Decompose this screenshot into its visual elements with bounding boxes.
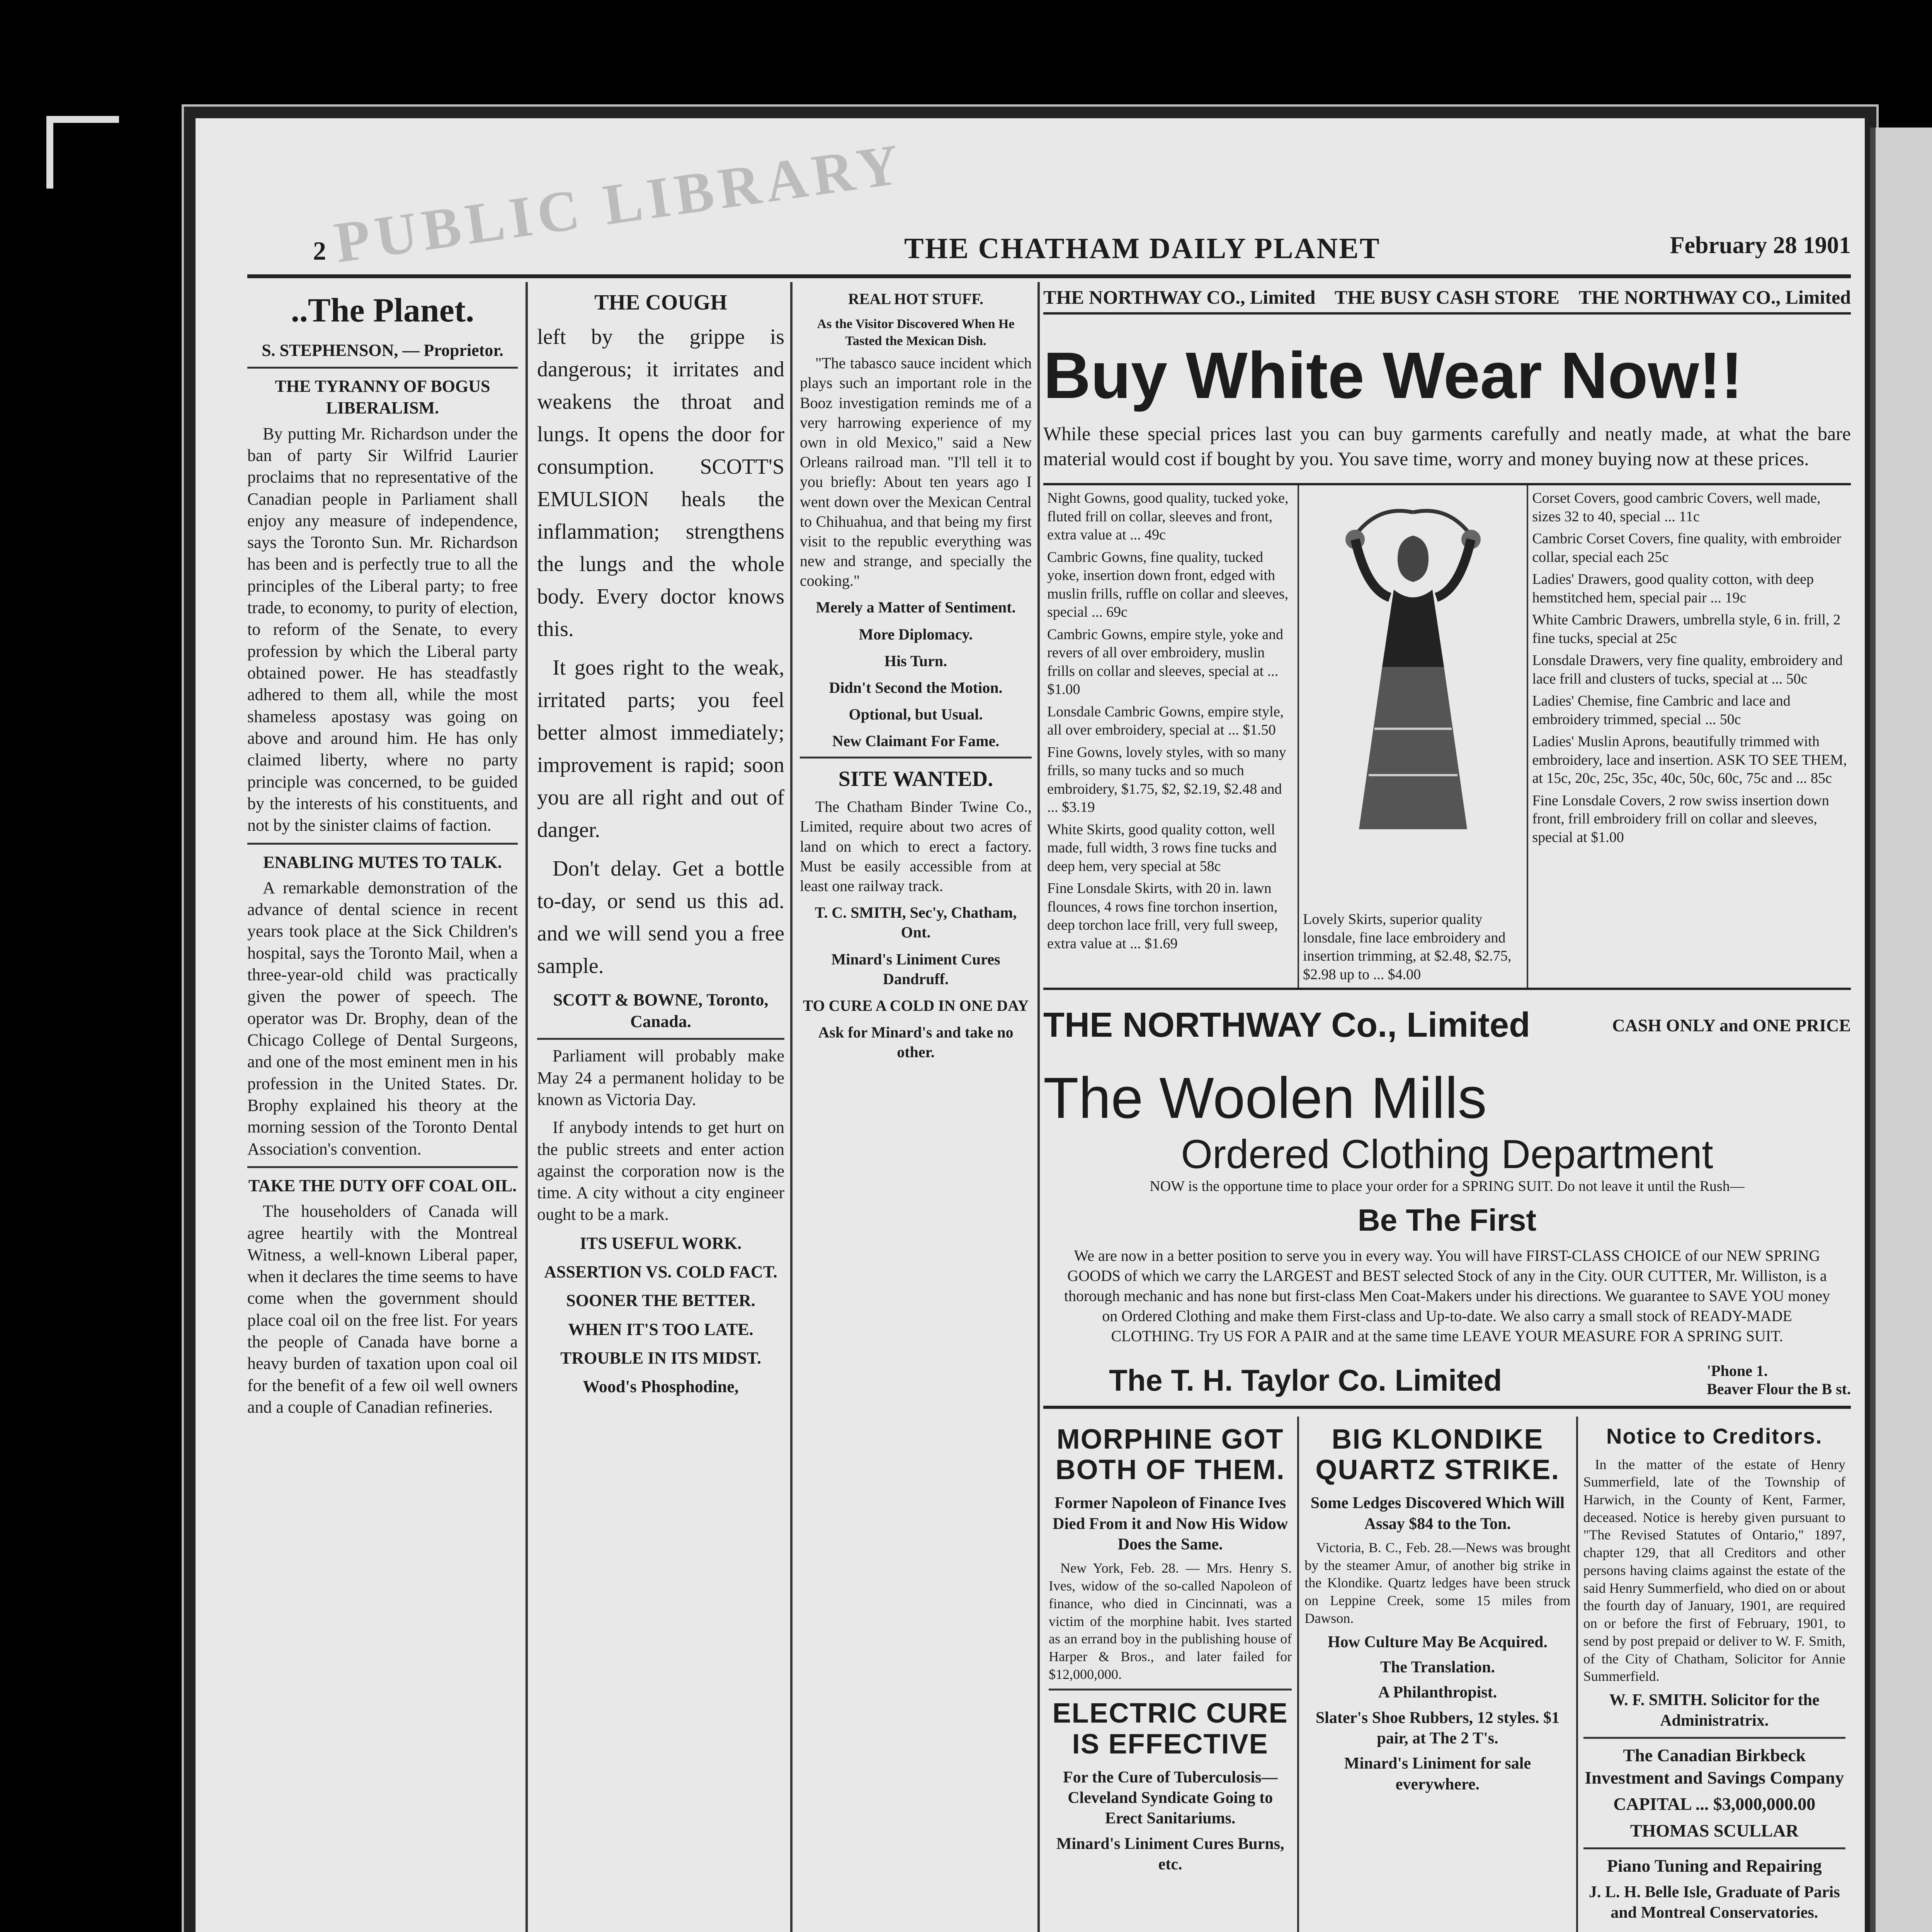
- lower-columns: [1043, 1417, 1851, 1932]
- ad-heading: THE COUGH: [594, 291, 727, 315]
- article-heading: Didn't Second the Motion.: [829, 679, 1003, 697]
- article-text: If anybody intends to get hurt on the public streets and enter action against the corporation now is the time. A city without a city engineer ought to be a mark.: [537, 1118, 784, 1224]
- article-heading: The Translation.: [1380, 1658, 1495, 1676]
- article-headline: MORPHINE GOT BOTH OF THEM.: [1055, 1424, 1285, 1486]
- paper-name: ..The Planet.: [291, 292, 474, 329]
- library-stamp: PUBLIC LIBRARY: [330, 131, 909, 275]
- price-list: [1043, 483, 1851, 990]
- article-heading: Optional, but Usual.: [849, 706, 983, 723]
- woolen-mills-text: We are now in a better position to serve you in every way. You will have FIRST-CLASS CHOICE of our NEW SPRING GOODS of which we carry the LARGEST and BEST selected Stock of any in the City. OUR CUTTER, Mr. Williston, is a thorough mechanic and has none but first-class Men Coat-Makers under his directions. We guarantee to SAVE YOU money on Ordered Clothing and make them First-class and Up-to-date. We also carry a small stock of READY-MADE CLOTHING. Try US FOR A PAIR and at the same time LEAVE YOUR MEASURE FOR A SPRING SUIT.: [1064, 1247, 1830, 1345]
- price-item: Cambric Corset Covers, fine quality, with embroider collar, special each 25c: [1532, 531, 1841, 565]
- crop-mark-top-left: [46, 116, 119, 189]
- piano-signature: J. L. H. Belle Isle, Graduate of Paris and Montreal Conservatories.: [1588, 1883, 1840, 1922]
- ad-heading: Wood's Phosphodine,: [583, 1377, 739, 1396]
- proprietor-line: S. STEPHENSON, — Proprietor.: [262, 340, 503, 360]
- article-headline: ELECTRIC CURE IS EFFECTIVE: [1052, 1698, 1288, 1760]
- company-name: The T. H. Taylor Co. Limited: [1109, 1363, 1502, 1397]
- ad-text: left by the grippe is dangerous; it irritates and weakens the throat and lungs. It opens the door for consumption. SCOTT'S EMULSION heals the inflammation; strengthens the lungs and the whole body. Every doctor knows this.: [537, 325, 784, 641]
- divider: [537, 1038, 784, 1040]
- price-item: Fine Lonsdale Skirts, with 20 in. lawn flounces, 4 rows fine torchon insertion, deep torchon lace frill, very full sweep, extra value at ... $1.69: [1047, 880, 1278, 952]
- lower-column-2: [1299, 1417, 1578, 1932]
- divider: [1049, 1689, 1292, 1690]
- article-headline: BIG KLONDIKE QUARTZ STRIKE.: [1315, 1424, 1560, 1486]
- advertisement-area: [1043, 282, 1851, 1932]
- article-heading: TROUBLE IN ITS MIDST.: [560, 1349, 761, 1368]
- ad-line: Minard's Liniment Cures Dandruff.: [831, 950, 1000, 988]
- divider: [247, 843, 518, 845]
- flour-slogan: Beaver Flour the B st.: [1707, 1380, 1851, 1398]
- price-item: Fine Lonsdale Covers, 2 row swiss insertion down front, frill embroidery frill on collar and sleeves, special at $1.00: [1532, 792, 1829, 845]
- article-subheading: For the Cure of Tuberculosis—Cleveland Syndicate Going to Erect Sanitariums.: [1063, 1768, 1278, 1828]
- ad-headline: Buy White Wear Now!!: [1043, 339, 1743, 412]
- ad-signature: SCOTT & BOWNE, Toronto, Canada.: [553, 990, 769, 1031]
- ad-heading: SITE WANTED.: [838, 767, 993, 791]
- price-item: Ladies' Muslin Aprons, beautifully trimmed with embroidery, lace and insertion. ASK TO SEE THEM, at 15c, 20c, 25c, 35c, 40c, 50c, 60c, 75c and ... 85c: [1532, 733, 1847, 786]
- store-slogan: THE BUSY CASH STORE: [1334, 286, 1560, 308]
- article-text: The householders of Canada will agree heartily with the Montreal Witness, a well-known Liberal paper, when it declares the time seems to have come when the government should place coal oil on the free list. For years the people of Canada have borne a heavy burden of taxation upon coal oil for the benefit of a few oil well owners and a couple of Canadian refineries.: [247, 1202, 518, 1417]
- article-text: Victoria, B. C., Feb. 28.—News was brought by the steamer Amur, of another big strike in the Klondike. Quartz ledges have been struck on Leppine Creek, some 15 miles from Dawson.: [1304, 1540, 1571, 1626]
- article-text: A remarkable demonstration of the advance of dental science in recent years took place at the Sick Children's hospital, says the Toronto Mail, when a three-year-old child was practically given the power of speech. The operator was Dr. Brophy, dean of the Chicago College of Dental Surgeons, and one of the most eminent men in his profession in the United States. Dr. Brophy explained his theory at the morning session of the Toronto Dental Association's convention.: [247, 878, 518, 1158]
- store-name: THE NORTHWAY CO., Limited: [1043, 286, 1316, 308]
- article-heading: His Turn.: [884, 652, 947, 670]
- ad-line: TO CURE A COLD IN ONE DAY: [803, 997, 1029, 1014]
- article-heading: TAKE THE DUTY OFF COAL OIL.: [248, 1176, 517, 1195]
- ad-line: Slater's Shoe Rubbers, 12 styles. $1 pair, at The 2 T's.: [1315, 1709, 1560, 1747]
- price-item: White Skirts, good quality cotton, well made, full width, 3 rows fine tucks and deep hem, very special at 58c: [1047, 821, 1277, 874]
- issue-date: February 28 1901: [1670, 232, 1851, 259]
- price-item: White Cambric Drawers, umbrella style, 6 in. frill, 2 fine tucks, special at 25c: [1532, 612, 1841, 646]
- ad-signature: T. C. SMITH, Sec'y, Chatham, Ont.: [815, 904, 1017, 941]
- column-1: [247, 282, 518, 1932]
- column-rule: [1037, 282, 1040, 1932]
- article-heading: THE TYRANNY OF BOGUS LIBERALISM.: [275, 376, 490, 418]
- page-number: 2: [313, 236, 326, 265]
- article-heading: WHEN IT'S TOO LATE.: [568, 1320, 753, 1339]
- masthead: [247, 232, 1851, 278]
- article-heading: New Claimant For Fame.: [832, 732, 1000, 750]
- article-text: "The tabasco sauce incident which plays such an important role in the Booz investigation reminds me of a very harrowing experience of my own in old Mexico," said a New Orleans railroad man. "I'll tell it to you briefly: About ten years ago I went down over the Mexican Central to Chihuahua, and that being my first visit to the republic everything was new and strange, and specially the cooking.": [800, 354, 1032, 590]
- notice-signature: W. F. SMITH. Solicitor for the Administratrix.: [1609, 1691, 1820, 1730]
- price-item: Night Gowns, good quality, tucked yoke, fluted frill on collar, sleeves and front, extra value at ... 49c: [1047, 490, 1289, 543]
- price-item: Lonsdale Drawers, very fine quality, embroidery and lace frill and clusters of tucks, special at ... 50c: [1532, 652, 1843, 687]
- ad-intro: While these special prices last you can buy garments carefully and neatly made, at what the bare material would cost if bought by you. You save time, worry and money buying now at these prices.: [1043, 423, 1851, 469]
- divider: [247, 1166, 518, 1168]
- article-subheading: Some Ledges Discovered Which Will Assay $84 to the Ton.: [1310, 1494, 1565, 1533]
- article-text: Parliament will probably make May 24 a permanent holiday to be known as Victoria Day.: [537, 1046, 784, 1109]
- price-item: Lovely Skirts, superior quality lonsdale, fine lace embroidery and insertion trimming, at $2.48, $2.75, $2.98 up to ... $4.00: [1303, 911, 1512, 983]
- price-item: Cambric Gowns, empire style, yoke and revers of all over embroidery, muslin frills on collar and sleeves, special at ... $1.00: [1047, 626, 1284, 697]
- divider: [1583, 1847, 1845, 1849]
- price-list-left: [1043, 485, 1299, 988]
- store-policy: CASH ONLY and ONE PRICE: [1612, 1015, 1851, 1035]
- article-heading: A Philanthropist.: [1378, 1684, 1497, 1702]
- column-2: [537, 282, 784, 1932]
- taylor-footer: [1043, 1362, 1851, 1409]
- price-item: Corset Covers, good cambric Covers, well made, sizes 32 to 40, special ... 11c: [1532, 490, 1821, 525]
- divider: [800, 757, 1032, 759]
- column-rule: [526, 282, 528, 1932]
- northway-footer: [1043, 1005, 1851, 1045]
- article-text: New York, Feb. 28. — Mrs. Henry S. Ives, widow of the so-called Napoleon of finance, who died in Cincinnati, was a victim of the morphine habit. Ives started as an errand boy in the publishing house of Harper & Bros., and later failed for $12,000,000.: [1049, 1560, 1292, 1682]
- ad-text: Don't delay. Get a bottle to-day, or send us this ad. and we will send you a free sample.: [537, 856, 784, 978]
- divider: [1583, 1737, 1845, 1739]
- ad-line: Minard's Liniment Cures Burns, etc.: [1056, 1835, 1284, 1874]
- bank-capital: CAPITAL ... $3,000,000.00: [1613, 1794, 1816, 1814]
- article-heading: ITS USEFUL WORK.: [580, 1233, 742, 1253]
- ad-text: It goes right to the weak, irritated parts; you feel better almost immediately; improvement is rapid; soon you are all right and out of danger.: [537, 655, 784, 842]
- woolen-mills-title: The Woolen Mills: [1043, 1065, 1487, 1130]
- woolen-mills-note: NOW is the opportune time to place your order for a SPRING SUIT. Do not leave it until the Rush—: [1150, 1178, 1745, 1194]
- price-item: Ladies' Chemise, fine Cambric and lace and embroidery trimmed, special ... 50c: [1532, 693, 1791, 728]
- column-3: [800, 282, 1032, 1932]
- store-name: THE NORTHWAY Co., Limited: [1043, 1006, 1531, 1044]
- price-item: Cambric Gowns, fine quality, tucked yoke, insertion down front, edged with muslin frills, ruffle on collar and sleeves, special ... 69c: [1047, 549, 1289, 620]
- company-contact: [1707, 1362, 1851, 1398]
- ad-line: Minard's Liniment for sale everywhere.: [1344, 1755, 1531, 1793]
- article-heading: ENABLING MUTES TO TALK.: [263, 852, 502, 872]
- article-text: By putting Mr. Richardson under the ban of party Sir Wilfrid Laurier proclaims that no representative of the Canadian people in Parliament shall enjoy any measure of independence, says the Toronto Sun. Mr. Richardson has been and is perfectly true to all the principles of the Liberal party; to free trade, to economy, to purity of election, to reform of the Senate, to every profession by which the Liberal party obtained power. He has steadfastly adhered to them all, while the most shameless apostasy was going on above and around him. He has only claimed liberty, where no party principle was concerned, to be guided by the interests of his constituents, and not by the sinister claims of faction.: [247, 424, 518, 835]
- article-heading: SOONER THE BETTER.: [566, 1291, 755, 1310]
- store-name: THE NORTHWAY CO., Limited: [1578, 286, 1851, 308]
- article-heading: Merely a Matter of Sentiment.: [816, 599, 1016, 616]
- woolen-mills-subtitle: Ordered Clothing Department: [1181, 1132, 1713, 1177]
- newspaper-title: THE CHATHAM DAILY PLANET: [904, 232, 1381, 265]
- underlying-page-edge: [1870, 128, 1932, 1932]
- bank-agent: THOMAS SCULLAR: [1630, 1820, 1799, 1840]
- article-heading: More Diplomacy.: [859, 625, 973, 643]
- phone-number: 'Phone 1.: [1707, 1362, 1768, 1379]
- piano-heading: Piano Tuning and Repairing: [1607, 1856, 1822, 1876]
- bank-name: The Canadian Birkbeck Investment and Savings Company: [1585, 1745, 1844, 1787]
- store-banner: [1043, 282, 1851, 315]
- lower-column-1: [1043, 1417, 1299, 1932]
- price-list-center: [1299, 485, 1528, 988]
- price-item: Fine Gowns, lovely styles, with so many frills, so many tucks and so much embroidery, $1.75, $2, $2.19, $2.48 and ... $3.19: [1047, 744, 1286, 815]
- price-list-right: [1528, 485, 1851, 988]
- ad-line: Ask for Minard's and take no other.: [818, 1024, 1014, 1061]
- price-item: Lonsdale Cambric Gowns, empire style, all over embroidery, special at ... $1.50: [1047, 703, 1284, 738]
- woolen-mills-slogan: Be The First: [1357, 1203, 1537, 1237]
- article-heading: REAL HOT STUFF.: [848, 290, 984, 308]
- ad-text: The Chatham Binder Twine Co., Limited, require about two acres of land on which to erect a factory. Must be easily accessible from at least one railway track.: [800, 798, 1032, 895]
- notice-text: In the matter of the estate of Henry Summerfield, late of the Township of Harwich, in the County of Kent, Farmer, deceased. Notice is hereby given pursuant to "The Revised Statutes of Ontario," 1897, chapter 129, that all Creditors and other persons having claims against the estate of the said Henry Summerfield, who died on or about the fourth day of January, 1901, are required on or before the first of February, 1901, to send by post prepaid or deliver to W. F. Smith, of the City of Chatham, Solicitor for Annie Summerfield.: [1583, 1456, 1845, 1684]
- lower-column-3: [1578, 1417, 1851, 1932]
- divider: [247, 367, 518, 369]
- article-heading: How Culture May Be Acquired.: [1327, 1633, 1548, 1651]
- notice-heading: Notice to Creditors.: [1606, 1424, 1823, 1448]
- column-rule: [790, 282, 793, 1932]
- article-subheading: Former Napoleon of Finance Ives Died From it and Now His Widow Does the Same.: [1053, 1494, 1288, 1554]
- woman-illustration: [1332, 489, 1494, 837]
- price-item: Ladies' Drawers, good quality cotton, with deep hemstitched hem, special pair ... 19c: [1532, 571, 1814, 606]
- article-heading: ASSERTION VS. COLD FACT.: [544, 1262, 777, 1282]
- article-subheading: As the Visitor Discovered When He Tasted the Mexican Dish.: [817, 317, 1015, 348]
